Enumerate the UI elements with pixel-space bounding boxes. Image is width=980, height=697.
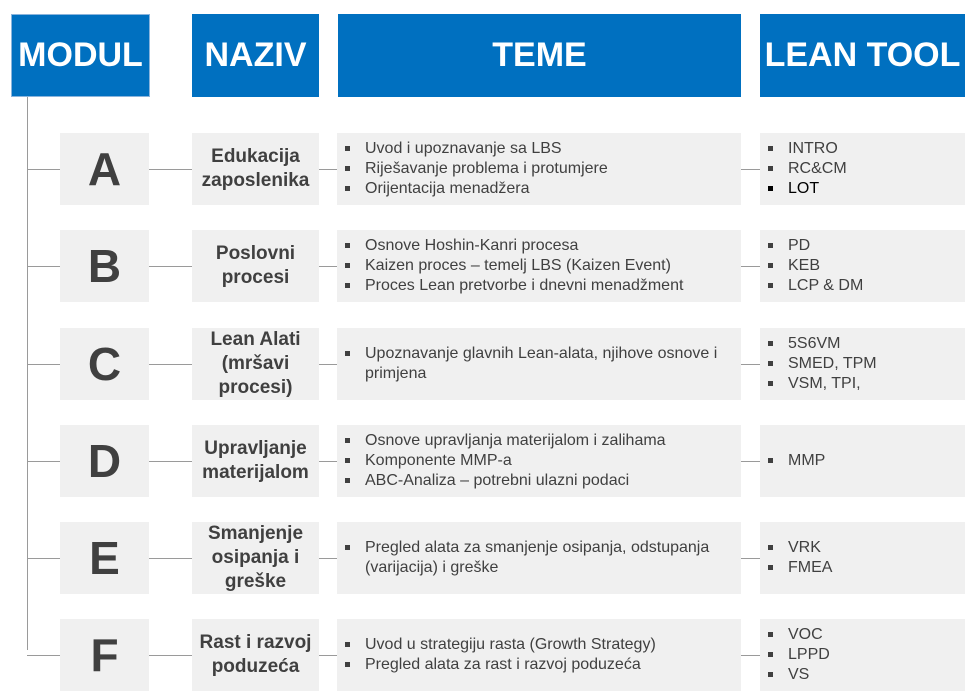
naziv-line: zaposlenika — [201, 170, 310, 191]
naziv-line: Upravljanje — [204, 438, 307, 459]
tool-item: VS — [760, 665, 965, 685]
naziv-line: Edukacija — [211, 146, 300, 167]
header-naziv-label: NAZIV — [204, 36, 307, 74]
connector-naziv-to-teme — [319, 461, 337, 462]
teme-list — [337, 344, 741, 384]
teme-list — [337, 236, 741, 296]
tool-item: MMP — [760, 451, 965, 471]
naziv-line: procesi) — [218, 377, 293, 398]
teme-list — [337, 635, 741, 675]
header-modul-label: MODUL — [18, 36, 143, 74]
tool-item: VRK — [760, 538, 965, 558]
naziv-line: osipanja i — [211, 547, 300, 568]
module-teme-f — [337, 619, 741, 691]
module-teme-c — [337, 328, 741, 400]
connector-trunk-to-letter — [27, 655, 60, 656]
teme-item: Orijentacija menadžera — [337, 179, 741, 199]
module-letter-c: C — [60, 328, 149, 400]
tool-list — [760, 236, 965, 296]
teme-item: Osnove upravljanja materijalom i zalihama — [337, 431, 741, 451]
tool-list — [760, 625, 965, 685]
tool-list — [760, 139, 965, 199]
connector-letter-to-naziv — [149, 461, 192, 462]
module-naziv-text — [200, 631, 312, 679]
teme-item: Riješavanje problema i protumjere — [337, 159, 741, 179]
naziv-line: Lean Alati — [210, 329, 301, 350]
connector-naziv-to-teme — [319, 169, 337, 170]
connector-teme-to-tool — [741, 169, 760, 170]
connector-teme-to-tool — [741, 461, 760, 462]
module-letter-f: F — [60, 619, 149, 691]
tool-item: LPPD — [760, 645, 965, 665]
connector-letter-to-naziv — [149, 364, 192, 365]
module-letter-d: D — [60, 425, 149, 497]
module-tools-b — [760, 230, 965, 302]
naziv-line: Rast i razvoj — [199, 632, 312, 653]
connector-naziv-to-teme — [319, 364, 337, 365]
module-tools-c — [760, 328, 965, 400]
tool-list — [760, 538, 965, 578]
module-tools-e — [760, 522, 965, 594]
tool-list — [760, 451, 965, 471]
teme-item: Upoznavanje glavnih Lean-alata, njihove osnove i primjena — [337, 344, 741, 384]
connector-trunk-to-letter — [27, 558, 60, 559]
module-naziv-text — [202, 145, 310, 193]
tool-item: VOC — [760, 625, 965, 645]
teme-item: Kaizen proces – temelj LBS (Kaizen Event) — [337, 256, 741, 276]
naziv-line: poduzeća — [211, 656, 300, 677]
module-teme-d — [337, 425, 741, 497]
module-naziv-text — [216, 242, 295, 290]
header-teme-label: TEME — [492, 36, 587, 74]
module-letter-b: B — [60, 230, 149, 302]
tool-item: VSM, TPI, — [760, 374, 965, 394]
module-tools-d — [760, 425, 965, 497]
teme-item: Pregled alata za rast i razvoj poduzeća — [337, 655, 741, 675]
teme-item: ABC-Analiza – potrebni ulazni podaci — [337, 471, 741, 491]
tool-item: FMEA — [760, 558, 965, 578]
teme-item: Osnove Hoshin-Kanri procesa — [337, 236, 741, 256]
header-lean-tool-label: LEAN TOOL — [764, 36, 961, 74]
module-naziv-a — [192, 133, 319, 205]
naziv-line: materijalom — [202, 462, 309, 483]
teme-list — [337, 139, 741, 199]
module-naziv-text — [210, 328, 300, 400]
module-letter-e: E — [60, 522, 149, 594]
header-naziv — [192, 14, 319, 97]
tool-list — [760, 334, 965, 394]
teme-item: Komponente MMP-a — [337, 451, 741, 471]
teme-item: Uvod u strategiju rasta (Growth Strategy) — [337, 635, 741, 655]
module-naziv-b — [192, 230, 319, 302]
tool-item: LOT — [760, 179, 965, 199]
teme-item: Uvod i upoznavanje sa LBS — [337, 139, 741, 159]
naziv-line: Poslovni — [215, 243, 296, 264]
naziv-line: Smanjenje — [207, 523, 304, 544]
connector-trunk-to-letter — [27, 169, 60, 170]
module-tools-f — [760, 619, 965, 691]
tool-item: PD — [760, 236, 965, 256]
module-naziv-text — [208, 522, 303, 594]
connector-letter-to-naziv — [149, 169, 192, 170]
teme-list — [337, 431, 741, 491]
tool-item: LCP & DM — [760, 276, 965, 296]
module-tools-a — [760, 133, 965, 205]
tool-item: 5S6VM — [760, 334, 965, 354]
tool-item: KEB — [760, 256, 965, 276]
teme-list — [337, 538, 741, 578]
connector-letter-to-naziv — [149, 655, 192, 656]
module-naziv-text — [202, 437, 309, 485]
naziv-line: (mršavi — [221, 353, 290, 374]
connector-trunk-to-letter — [27, 266, 60, 267]
naziv-line: greške — [224, 571, 287, 592]
tree-trunk-line — [27, 97, 28, 650]
tool-item: INTRO — [760, 139, 965, 159]
module-teme-e — [337, 522, 741, 594]
connector-naziv-to-teme — [319, 266, 337, 267]
header-lean-tool — [760, 14, 965, 97]
connector-letter-to-naziv — [149, 266, 192, 267]
connector-teme-to-tool — [741, 558, 760, 559]
module-teme-b — [337, 230, 741, 302]
connector-teme-to-tool — [741, 655, 760, 656]
module-teme-a — [337, 133, 741, 205]
connector-naziv-to-teme — [319, 558, 337, 559]
connector-teme-to-tool — [741, 364, 760, 365]
teme-item: Pregled alata za smanjenje osipanja, odstupanja (varijacija) i greške — [337, 538, 741, 578]
connector-teme-to-tool — [741, 266, 760, 267]
tool-item: SMED, TPM — [760, 354, 965, 374]
module-naziv-c — [192, 328, 319, 400]
teme-item: Proces Lean pretvorbe i dnevni menadžment — [337, 276, 741, 296]
module-naziv-e — [192, 522, 319, 594]
tool-item: RC&CM — [760, 159, 965, 179]
naziv-line: procesi — [221, 267, 290, 288]
module-letter-a: A — [60, 133, 149, 205]
connector-trunk-to-letter — [27, 461, 60, 462]
module-naziv-f — [192, 619, 319, 691]
connector-naziv-to-teme — [319, 655, 337, 656]
connector-trunk-to-letter — [27, 364, 60, 365]
header-modul — [11, 14, 150, 97]
module-naziv-d — [192, 425, 319, 497]
header-teme — [338, 14, 741, 97]
connector-letter-to-naziv — [149, 558, 192, 559]
